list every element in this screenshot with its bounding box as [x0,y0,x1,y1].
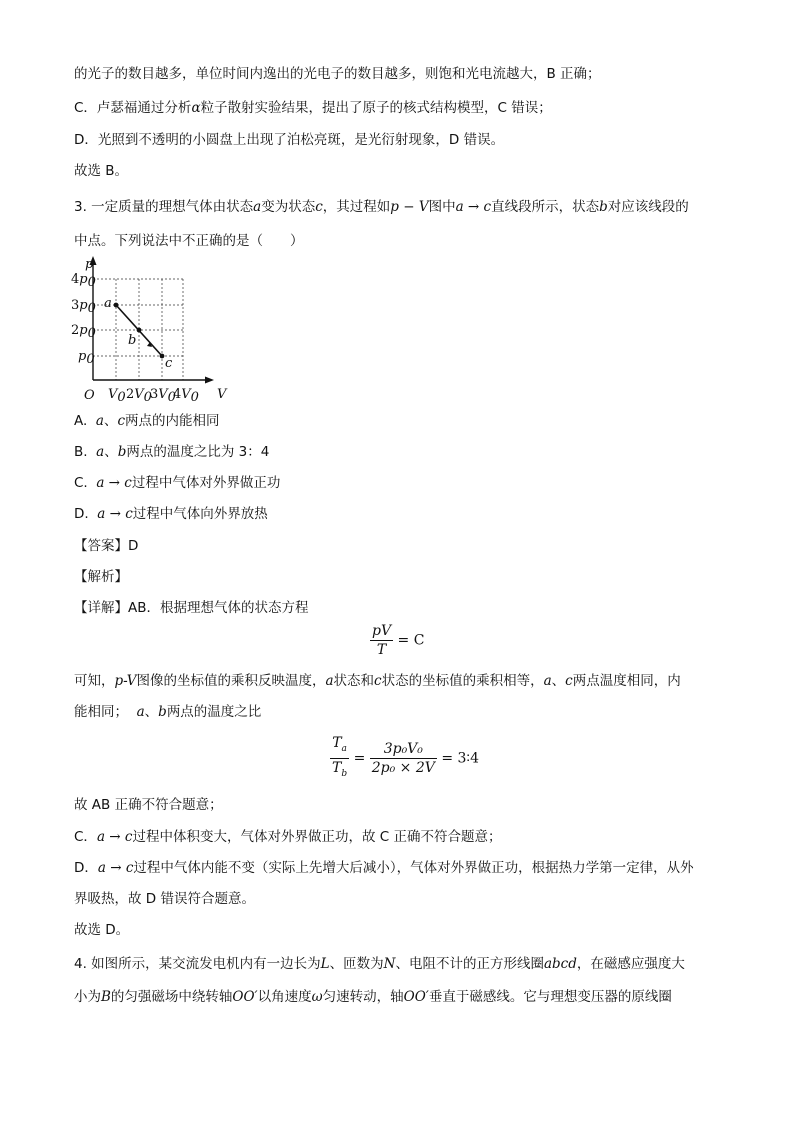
y-tick-p0: p0 [78,349,95,367]
formula-state-equation: $\frac{pV}{T}$ = C [372,623,425,658]
text-line: 故选 B。 [74,163,129,179]
text-line: C．卢瑟福通过分析α粒子散射实验结果，提出了原子的核式结构模型，C 错误； [74,100,552,116]
option-d: D. a → c过程中气体向外界放热 [74,506,268,522]
detail-line: 【详解】AB．根据理想气体的状态方程 [74,600,309,616]
text-line: 故选 D。 [74,922,130,938]
text-line: 能相同； a、b两点的温度之比 [74,704,262,720]
x-tick-V0: V0 [108,387,126,405]
y-tick-labels [71,272,96,367]
answer-line: 【答案】D [74,538,139,554]
text-line: D．光照到不透明的小圆盘上出现了泊松亮斑，是光衍射现象，D 错误。 [74,132,505,148]
x-tick-2V0: 2V0 [126,387,152,405]
x-tick-3V0: 3V0 [150,387,176,405]
pv-graph [70,250,230,410]
question-3-line: 3. 一定质量的理想气体由状态a变为状态c，其过程如p − V图中a → c直线段所示，状态b对应该线段的 [74,199,689,215]
text-line: 界吸热，故 D 错误符合题意。 [74,891,255,907]
y-tick-4p0: 4p0 [71,272,96,290]
option-c: C. a → c过程中气体对外界做正功 [74,475,281,491]
x-tick-4V0: 4V0 [173,387,199,405]
question-4-line: 4. 如图所示，某交流发电机内有一边长为L、匝数为N、电阻不计的正方形线圈abcd，在磁感应强度大 [74,956,685,972]
question-4-line: 小为B的匀强磁场中绕转轴OO′以角速度ω匀速转动，轴OO′垂直于磁感线。它与理想变压器的原线圈 [74,989,672,1005]
text-line: C．a → c过程中体积变大，气体对外界做正功，故 C 正确不符合题意； [74,829,502,845]
x-tick-labels [108,387,199,405]
point-b [137,328,142,333]
question-3-line: 中点。下列说法中不正确的是（ ） [74,233,304,249]
text-line: D．a → c过程中气体内能不变（实际上先增大后减小），气体对外界做正功，根据热力学第一定律，从外 [74,860,694,876]
point-label-a: a [104,296,112,311]
point-label-b: b [128,333,137,348]
option-a: A. a、c两点的内能相同 [74,413,220,429]
analysis-heading: 【解析】 [74,569,128,585]
y-axis-label: p [85,257,94,272]
origin-label: O [84,388,95,403]
point-c [160,354,165,359]
x-axis-label: V [217,387,227,402]
y-tick-2p0: 2p0 [71,323,96,341]
text-line: 的光子的数目越多，单位时间内逸出的光电子的数目越多，则饱和光电流越大，B 正确； [74,66,601,82]
text-line: 可知，p-V图像的坐标值的乘积反映温度，a状态和c状态的坐标值的乘积相等，a、c两点温度相同，内 [74,673,681,689]
x-axis-arrow [205,377,214,384]
formula-temperature-ratio: $\frac{T_a}{T_b}$ = $\frac{\text{3p₀V₀}}{\text{2p₀ × 2V}}$ = 3∶4 [332,735,479,779]
point-a [114,303,119,308]
y-tick-3p0: 3p0 [71,298,96,316]
text-line: 故 AB 正确不符合题意； [74,797,223,813]
point-label-c: c [165,356,173,371]
option-b: B. a、b两点的温度之比为 3：4 [74,444,270,460]
